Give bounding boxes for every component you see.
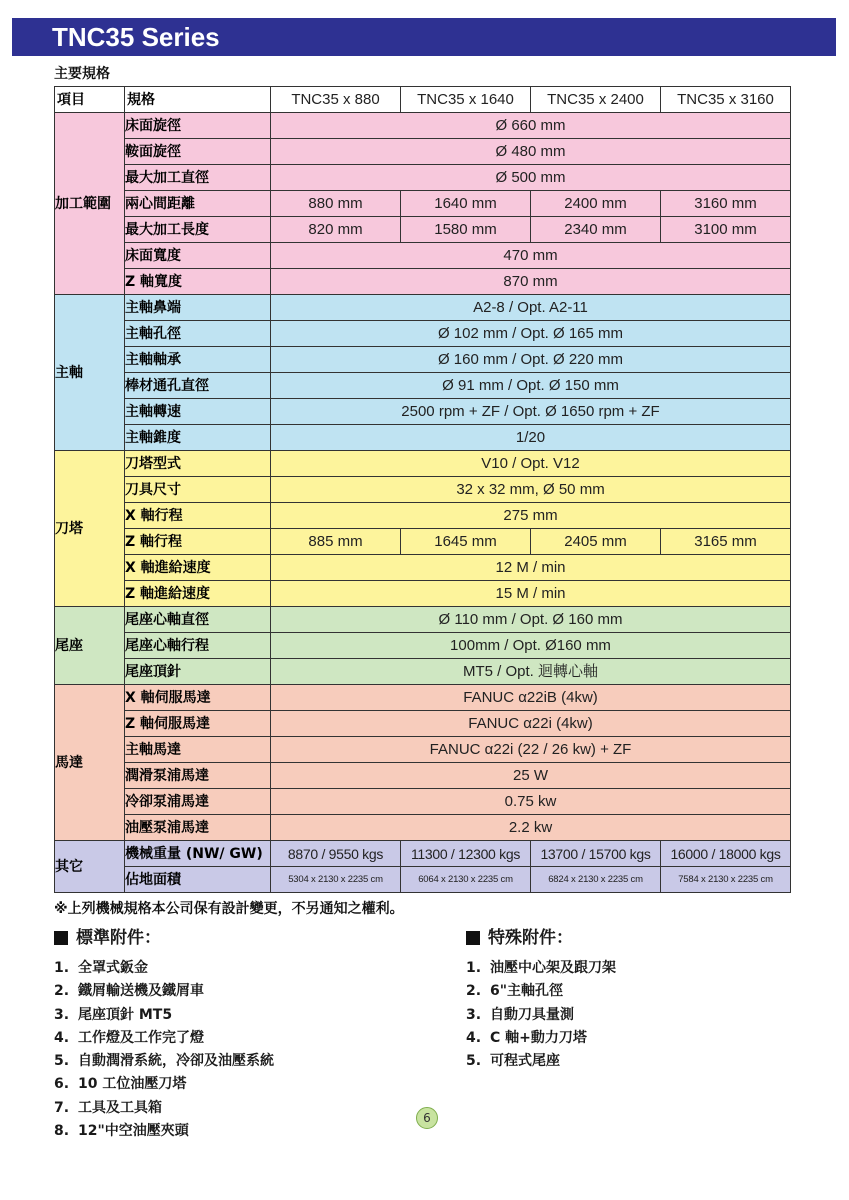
list-item-text: 自動潤滑系統，冷卻及油壓系統	[78, 1053, 274, 1070]
spec-value-cell: 2340 mm	[531, 217, 661, 243]
spec-value-cell: 32 x 32 mm, Ø 50 mm	[271, 477, 791, 503]
list-item	[466, 1004, 806, 1027]
table-row	[55, 113, 791, 139]
spec-value-cell: Ø 110 mm / Opt. Ø 160 mm	[271, 607, 791, 633]
table-header-row	[55, 87, 791, 113]
list-item-text: 工作燈及工作完了燈	[78, 1029, 204, 1046]
spec-value-cell: 11300 / 12300 kgs	[401, 841, 531, 867]
spec-label-cell: 棒材通孔直徑	[125, 373, 271, 399]
spec-value-cell: 16000 / 18000 kgs	[661, 841, 791, 867]
spec-value-cell: 6824 x 2130 x 2235 cm	[531, 867, 661, 893]
category-cell: 馬達	[55, 685, 125, 841]
table-row	[55, 321, 791, 347]
list-item	[466, 957, 806, 980]
spec-label-cell: Z 軸寬度	[125, 269, 271, 295]
spec-label-cell: 佔地面積	[125, 867, 271, 893]
spec-label-cell: Z 軸行程	[125, 529, 271, 555]
spec-label-cell: 機械重量 (NW/ GW)	[125, 841, 271, 867]
table-row	[55, 529, 791, 555]
special-accessories-list	[466, 957, 806, 1073]
table-row	[55, 295, 791, 321]
table-row	[55, 555, 791, 581]
spec-value-cell: 13700 / 15700 kgs	[531, 841, 661, 867]
standard-accessories	[54, 925, 434, 1143]
spec-label-cell: 油壓泵浦馬達	[125, 815, 271, 841]
spec-label-cell: 刀具尺寸	[125, 477, 271, 503]
list-item-number: 5.	[54, 1053, 70, 1070]
spec-value-cell: FANUC α22iB (4kw)	[271, 685, 791, 711]
table-row	[55, 165, 791, 191]
list-item-number: 6.	[54, 1076, 70, 1093]
list-item-number: 2.	[54, 983, 70, 1000]
spec-label-cell: 主軸錐度	[125, 425, 271, 451]
spec-value-cell: Ø 102 mm / Opt. Ø 165 mm	[271, 321, 791, 347]
category-cell: 加工範圍	[55, 113, 125, 295]
table-row	[55, 659, 791, 685]
header-bar	[12, 18, 836, 56]
spec-value-cell: FANUC α22i (22 / 26 kw) + ZF	[271, 737, 791, 763]
table-row	[55, 451, 791, 477]
table-row	[55, 503, 791, 529]
table-row	[55, 633, 791, 659]
header-model: TNC35 x 2400	[531, 87, 661, 113]
spec-label-cell: 床面寬度	[125, 243, 271, 269]
spec-value-cell: 2.2 kw	[271, 815, 791, 841]
spec-value-cell: Ø 91 mm / Opt. Ø 150 mm	[271, 373, 791, 399]
list-item-number: 4.	[466, 1029, 482, 1046]
header-model: TNC35 x 3160	[661, 87, 791, 113]
table-row	[55, 867, 791, 893]
category-cell: 其它	[55, 841, 125, 893]
spec-value-cell: 470 mm	[271, 243, 791, 269]
disclaimer-note: ※上列機械規格本公司保有設計變更，不另通知之權利。	[54, 901, 404, 917]
special-accessories	[466, 925, 806, 1073]
spec-value-cell: 885 mm	[271, 529, 401, 555]
header-model: TNC35 x 1640	[401, 87, 531, 113]
spec-value-cell: 5304 x 2130 x 2235 cm	[271, 867, 401, 893]
spec-value-cell: 2400 mm	[531, 191, 661, 217]
table-row	[55, 685, 791, 711]
list-item-text: 油壓中心架及跟刀架	[490, 960, 616, 976]
header-model: TNC35 x 880	[271, 87, 401, 113]
spec-table-body	[55, 113, 791, 893]
spec-value-cell: 3160 mm	[661, 191, 791, 217]
spec-label-cell: Z 軸伺服馬達	[125, 711, 271, 737]
list-item-text: 6"主軸孔徑	[490, 983, 564, 1000]
spec-value-cell: 3100 mm	[661, 217, 791, 243]
spec-value-cell: 1640 mm	[401, 191, 531, 217]
spec-label-cell: X 軸行程	[125, 503, 271, 529]
spec-label-cell: 冷卻泵浦馬達	[125, 789, 271, 815]
spec-value-cell: Ø 480 mm	[271, 139, 791, 165]
spec-value-cell: 15 M / min	[271, 581, 791, 607]
list-item	[54, 1097, 434, 1120]
spec-value-cell: 870 mm	[271, 269, 791, 295]
table-row	[55, 347, 791, 373]
list-item-text: 可程式尾座	[490, 1053, 560, 1070]
table-row	[55, 269, 791, 295]
spec-value-cell: 1645 mm	[401, 529, 531, 555]
list-item-number: 8.	[54, 1123, 70, 1140]
spec-value-cell: Ø 660 mm	[271, 113, 791, 139]
table-row	[55, 425, 791, 451]
spec-value-cell: A2-8 / Opt. A2-11	[271, 295, 791, 321]
category-cell: 主軸	[55, 295, 125, 451]
table-row	[55, 399, 791, 425]
spec-table	[54, 86, 791, 893]
list-item-text: 全罩式鈑金	[78, 960, 148, 976]
spec-label-cell: 尾座頂針	[125, 659, 271, 685]
list-item	[54, 1027, 434, 1050]
spec-value-cell: 25 W	[271, 763, 791, 789]
list-item-text: 12"中空油壓夾頭	[78, 1123, 189, 1140]
section-label: 主要規格	[54, 66, 110, 82]
list-item-number: 3.	[54, 1006, 70, 1023]
spec-value-cell: 0.75 kw	[271, 789, 791, 815]
spec-label-cell: 主軸馬達	[125, 737, 271, 763]
list-item	[54, 1120, 434, 1143]
category-cell: 尾座	[55, 607, 125, 685]
page-number: 6	[416, 1107, 438, 1129]
list-item-number: 5.	[466, 1053, 482, 1070]
spec-label-cell: 主軸鼻端	[125, 295, 271, 321]
spec-value-cell: FANUC α22i (4kw)	[271, 711, 791, 737]
list-item-number: 7.	[54, 1099, 70, 1116]
spec-label-cell: 刀塔型式	[125, 451, 271, 477]
table-row	[55, 191, 791, 217]
spec-label-cell: 鞍面旋徑	[125, 139, 271, 165]
table-row	[55, 815, 791, 841]
spec-value-cell: 2405 mm	[531, 529, 661, 555]
spec-value-cell: 100mm / Opt. Ø160 mm	[271, 633, 791, 659]
header-category: 項目	[55, 87, 125, 113]
list-item-text: C 軸+動力刀塔	[490, 1029, 587, 1046]
spec-value-cell: 880 mm	[271, 191, 401, 217]
standard-accessories-title-text: 標準附件：	[76, 928, 161, 948]
table-row	[55, 607, 791, 633]
list-item	[466, 1050, 806, 1073]
standard-accessories-title	[54, 925, 434, 951]
spec-value-cell: MT5 / Opt. 迴轉心軸	[271, 659, 791, 685]
spec-label-cell: 潤滑泵浦馬達	[125, 763, 271, 789]
header-spec: 規格	[125, 87, 271, 113]
table-row	[55, 763, 791, 789]
special-accessories-title	[466, 925, 806, 951]
table-row	[55, 477, 791, 503]
list-item-number: 1.	[466, 960, 482, 976]
spec-label-cell: 兩心間距離	[125, 191, 271, 217]
square-bullet-icon	[466, 931, 480, 945]
list-item	[54, 980, 434, 1003]
spec-label-cell: Z 軸進給速度	[125, 581, 271, 607]
spec-label-cell: X 軸進給速度	[125, 555, 271, 581]
list-item	[466, 1027, 806, 1050]
table-row	[55, 841, 791, 867]
list-item-text: 鐵屑輸送機及鐵屑車	[78, 983, 204, 1000]
spec-label-cell: 尾座心軸直徑	[125, 607, 271, 633]
list-item	[54, 957, 434, 980]
table-row	[55, 737, 791, 763]
list-item	[54, 1073, 434, 1096]
spec-value-cell: 2500 rpm + ZF / Opt. Ø 1650 rpm + ZF	[271, 399, 791, 425]
spec-label-cell: X 軸伺服馬達	[125, 685, 271, 711]
spec-value-cell: 275 mm	[271, 503, 791, 529]
page-title: TNC35 Series	[52, 22, 220, 52]
table-row	[55, 243, 791, 269]
spec-label-cell: 主軸轉速	[125, 399, 271, 425]
list-item-number: 2.	[466, 983, 482, 1000]
spec-value-cell: 1/20	[271, 425, 791, 451]
spec-value-cell: 8870 / 9550 kgs	[271, 841, 401, 867]
spec-value-cell: 6064 x 2130 x 2235 cm	[401, 867, 531, 893]
table-row	[55, 581, 791, 607]
spec-value-cell: Ø 500 mm	[271, 165, 791, 191]
table-row	[55, 139, 791, 165]
list-item-text: 10 工位油壓刀塔	[78, 1076, 187, 1093]
spec-value-cell: V10 / Opt. V12	[271, 451, 791, 477]
spec-value-cell: 3165 mm	[661, 529, 791, 555]
spec-value-cell: 1580 mm	[401, 217, 531, 243]
spec-label-cell: 最大加工直徑	[125, 165, 271, 191]
list-item-number: 1.	[54, 960, 70, 976]
table-row	[55, 373, 791, 399]
category-cell: 刀塔	[55, 451, 125, 607]
list-item-text: 工具及工具箱	[78, 1099, 162, 1116]
spec-label-cell: 最大加工長度	[125, 217, 271, 243]
spec-label-cell: 床面旋徑	[125, 113, 271, 139]
table-row	[55, 789, 791, 815]
list-item-text: 尾座頂針 MT5	[78, 1006, 173, 1023]
list-item-text: 自動刀具量測	[490, 1006, 574, 1023]
special-accessories-title-text: 特殊附件：	[488, 928, 573, 948]
spec-label-cell: 主軸軸承	[125, 347, 271, 373]
list-item	[54, 1004, 434, 1027]
spec-label-cell: 尾座心軸行程	[125, 633, 271, 659]
spec-value-cell: 7584 x 2130 x 2235 cm	[661, 867, 791, 893]
table-row	[55, 217, 791, 243]
list-item-number: 4.	[54, 1029, 70, 1046]
spec-value-cell: 820 mm	[271, 217, 401, 243]
list-item-number: 3.	[466, 1006, 482, 1023]
table-row	[55, 711, 791, 737]
spec-label-cell: 主軸孔徑	[125, 321, 271, 347]
standard-accessories-list	[54, 957, 434, 1143]
spec-value-cell: Ø 160 mm / Opt. Ø 220 mm	[271, 347, 791, 373]
square-bullet-icon	[54, 931, 68, 945]
spec-value-cell: 12 M / min	[271, 555, 791, 581]
list-item	[466, 980, 806, 1003]
list-item	[54, 1050, 434, 1073]
